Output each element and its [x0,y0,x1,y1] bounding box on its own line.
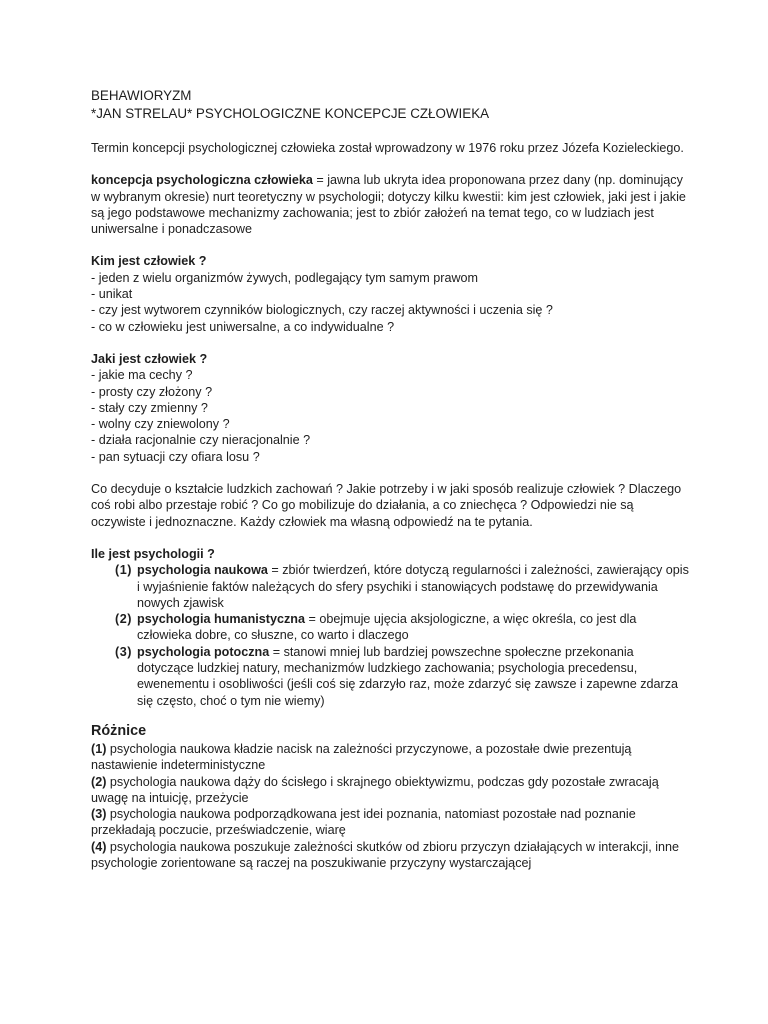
section-heading: Różnice [91,722,147,739]
title-line-2: *JAN STRELAU* PSYCHOLOGICZNE KONCEPCJE CZŁOWIEKA [91,106,490,121]
item-text: = stanowi mniej lub bardziej powszechne społeczne przekonania dotyczące ludzkiej natury, mechanizmów ludzkiego zachowania; psychologia precedensu, ewenementu i osobliwości (jeśli coś się zdarzyło raz, może zdarzyć się zawsze i zapewne zdarza się często, choć o tym nie wiemy) [137,644,679,708]
definition-term: koncepcja psychologiczna człowieka [91,173,313,188]
numbered-item [91,562,691,611]
list-item: - co w człowieku jest uniwersalne, a co indywidualne ? [91,319,395,334]
item-text: = zbiór twierdzeń, które dotyczą regularności i zależności, zawierający opis i wyjaśnienie faktów należących do sfery psychiki i stanowiących podstawę do przewidywania nowych zjawisk [137,563,689,610]
list-item: - działa racjonalnie czy nieracjonalnie ? [91,433,311,448]
difference-item [91,839,691,872]
item-number: (4) [91,839,107,854]
title-line-1: BEHAWIORYZM [91,88,192,103]
section-heading: Kim jest człowiek ? [91,254,207,269]
definition-paragraph [91,172,691,237]
difference-item [91,741,691,774]
item-number: (3) [115,644,132,659]
list-item: - stały czy zmienny ? [91,400,208,415]
definition-text: = jawna lub ukryta idea proponowana przez dany (np. dominujący w wybranym okresie) nurt teoretyczny w psychologii; dotyczy kilku kwestii: kim jest człowiek, jaki jest i jakie są jego podstawowe mechanizmy zachowania; jest to zbiór założeń na temat tego, co w ludziach jest uniwersalne i ponadczasowe [91,173,686,237]
item-number: (2) [91,774,107,789]
item-number: (1) [115,563,132,578]
item-text: = obejmuje ujęcia aksjologiczne, a więc określa, co jest dla człowieka dobre, co słuszne, co warto i dlaczego [137,612,637,643]
section-heading: Ile jest psychologii ? [91,546,215,561]
list-item: - jakie ma cechy ? [91,368,193,383]
intro-paragraph: Termin koncepcji psychologicznej człowieka został wprowadzony w 1976 roku przez Józefa Kozieleckiego. [91,141,684,155]
section-jaki [91,351,691,465]
list-item: - pan sytuacji czy ofiara losu ? [91,449,260,464]
list-item: - unikat [91,287,133,302]
difference-item [91,774,691,807]
item-term: psychologia naukowa [137,563,268,578]
difference-item [91,806,691,839]
document-content [91,87,691,871]
item-text: psychologia naukowa dąży do ścisłego i skrajnego obiektywizmu, podczas gdy pozostałe zwracają uwagę na intuicję, przeżycie [91,774,659,805]
section-heading: Jaki jest człowiek ? [91,351,208,366]
item-text: psychologia naukowa podporządkowana jest idei poznania, natomiast pozostałe nad poznanie przekładają poczucie, przeświadczenie, wiarę [91,807,636,838]
item-term: psychologia potoczna [137,644,270,659]
list-item: - jeden z wielu organizmów żywych, podlegający tym samym prawom [91,270,479,285]
section-ile [91,546,691,709]
item-term: psychologia humanistyczna [137,612,305,627]
questions-paragraph: Co decyduje o kształcie ludzkich zachowań ? Jakie potrzeby i w jaki sposób realizuje człowiek ? Dlaczego coś robi albo przestaje robić ? Co go mobilizuje do działania, a co zniechęca ? Odpowiedzi nie są oczywiste i jednoznaczne. Każdy człowiek ma własną odpowiedź na te pytania. [91,482,682,529]
list-item: - prosty czy złożony ? [91,384,213,399]
item-number: (2) [115,612,132,627]
section-roznice [91,721,691,871]
numbered-item [91,611,691,644]
numbered-item [91,644,691,709]
item-text: psychologia naukowa kładzie nacisk na zależności przyczynowe, a pozostałe dwie prezentują nastawienie indeterministyczne [91,741,632,773]
section-kim [91,253,691,334]
title-block [91,87,691,123]
list-item: - czy jest wytworem czynników biologicznych, czy raczej aktywności i uczenia się ? [91,303,553,318]
item-text: psychologia naukowa poszukuje zależności skutków od zbioru przyczyn działających w interakcji, inne psychologie zorientowane są raczej na poszukiwanie przyczyny wystarczającej [91,839,680,870]
list-item: - wolny czy zniewolony ? [91,417,230,432]
item-number: (3) [91,807,107,822]
item-number: (1) [91,741,107,756]
